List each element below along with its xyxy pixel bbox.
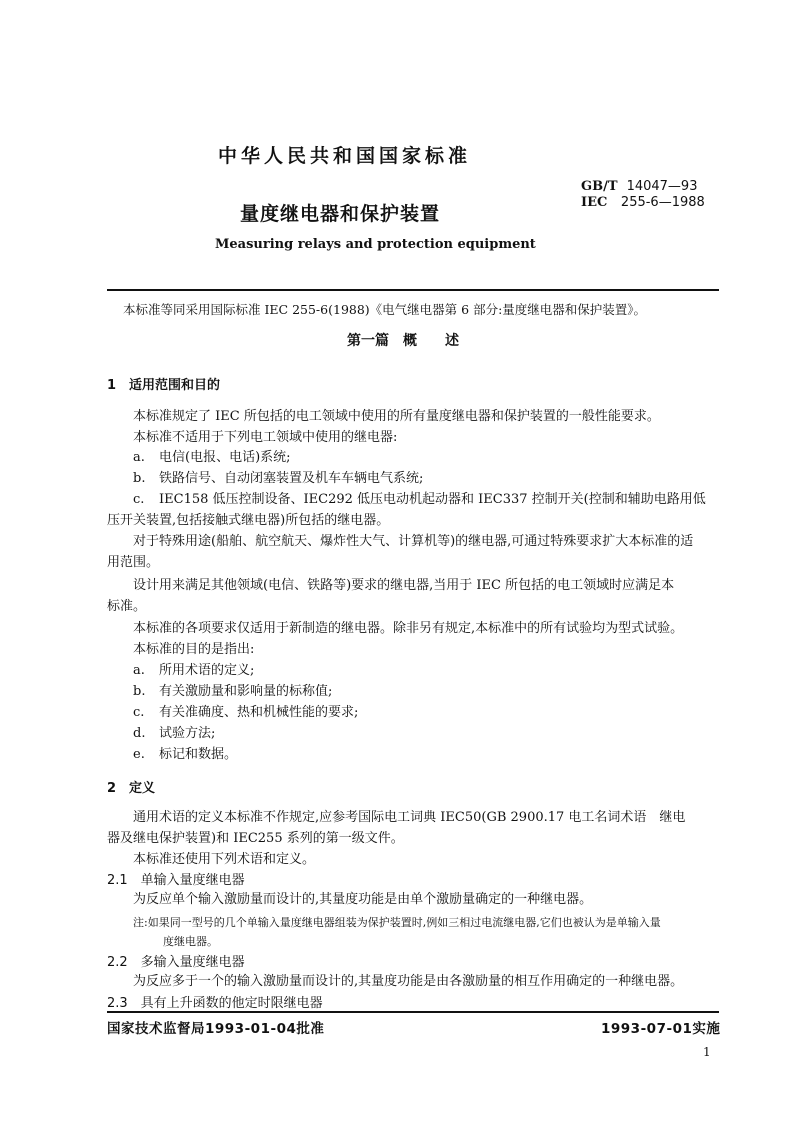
list-text: 所用术语的定义; bbox=[159, 663, 255, 678]
list-label: b. bbox=[133, 471, 146, 486]
section-2-paragraph-1-line-2: 器及继电保护装置)和 IEC255 系列的第一级文件。 bbox=[107, 831, 404, 846]
section-1-heading: 1 适用范围和目的 bbox=[107, 378, 221, 393]
section-2-2-text: 为反应多于一个的输入激励量而设计的,其量度功能是由各激励量的相互作用确定的一种继电器。 bbox=[133, 974, 684, 989]
list-label: d. bbox=[133, 726, 146, 741]
list-item bbox=[107, 703, 719, 724]
list-item bbox=[107, 724, 719, 745]
standard-code-label: GB/T bbox=[581, 179, 618, 194]
list-text: 铁路信号、自动闭塞装置及机车车辆电气系统; bbox=[159, 471, 424, 486]
section-2-1-heading: 2.1 单输入量度继电器 bbox=[107, 873, 245, 888]
page-number: 1 bbox=[703, 1045, 711, 1059]
national-standard-title: 中华人民共和国国家标准 bbox=[218, 145, 472, 167]
section-1-paragraph-4-line-1: 设计用来满足其他领域(电信、铁路等)要求的继电器,当用于 IEC 所包括的电工领域时应满足本 bbox=[133, 578, 675, 593]
list-label: c. bbox=[133, 705, 145, 720]
preface-text: 本标准等同采用国际标准 IEC 255-6(1988)《电气继电器第 6 部分:量度继电器和保护装置》。 bbox=[123, 302, 647, 317]
standard-code-number: 14047—93 bbox=[626, 179, 698, 194]
section-2-1-note-line-1: 注:如果同一型号的几个单输入量度继电器组装为保护装置时,例如三相过电流继电器,它们也被认为是单输入量 bbox=[133, 916, 661, 929]
list-text: 有关准确度、热和机械性能的要求; bbox=[159, 705, 359, 720]
section-2-1-note-line-2: 度继电器。 bbox=[163, 935, 218, 948]
list-label: a. bbox=[133, 450, 145, 465]
part-title: 第一篇 概 述 bbox=[347, 333, 459, 349]
section-2-1-text: 为反应单个输入激励量而设计的,其量度功能是由单个激励量确定的一种继电器。 bbox=[133, 892, 593, 907]
iec-code-number: 255-6—1988 bbox=[620, 195, 705, 210]
section-1-paragraph-4-line-2: 标准。 bbox=[107, 599, 147, 614]
list-item-c-line-1 bbox=[107, 490, 719, 511]
list-item bbox=[107, 682, 719, 703]
section-1-paragraph-6: 本标准的目的是指出: bbox=[133, 642, 255, 657]
list-text: 电信(电报、电话)系统; bbox=[159, 450, 291, 465]
header-divider bbox=[107, 289, 719, 291]
section-2-2-heading: 2.2 多输入量度继电器 bbox=[107, 955, 245, 970]
list-label: c. bbox=[133, 492, 145, 507]
list-label: e. bbox=[133, 747, 145, 762]
standard-code-block bbox=[581, 179, 705, 211]
list-text: 试验方法; bbox=[159, 726, 216, 741]
list-item bbox=[107, 661, 719, 682]
list-text: 标记和数据。 bbox=[159, 747, 238, 762]
section-2-3-heading: 2.3 具有上升函数的他定时限继电器 bbox=[107, 996, 323, 1011]
section-1-paragraph-1: 本标准规定了 IEC 所包括的电工领域中使用的所有量度继电器和保护装置的一般性能要求。 bbox=[133, 409, 660, 424]
section-2-paragraph-1-line-1: 通用术语的定义本标准不作规定,应参考国际电工词典 IEC50(GB 2900.17 电工名词术语 继电 bbox=[133, 810, 686, 825]
approval-date: 国家技术监督局1993-01-04批准 bbox=[107, 1021, 325, 1037]
footer-divider bbox=[107, 1011, 719, 1013]
list-text: 有关激励量和影响量的标称值; bbox=[159, 684, 333, 699]
effective-date: 1993-07-01实施 bbox=[601, 1021, 721, 1037]
section-1-paragraph-5: 本标准的各项要求仅适用于新制造的继电器。除非另有规定,本标准中的所有试验均为型式试验。 bbox=[133, 621, 684, 636]
document-title-cn: 量度继电器和保护装置 bbox=[240, 203, 441, 225]
section-1-paragraph-3-line-1: 对于特殊用途(船舶、航空航天、爆炸性大气、计算机等)的继电器,可通过特殊要求扩大本标准的适 bbox=[133, 534, 694, 549]
document-title-en: Measuring relays and protection equipment bbox=[215, 237, 536, 252]
section-1-paragraph-2: 本标准不适用于下列电工领域中使用的继电器: bbox=[133, 430, 398, 445]
list-text: IEC158 低压控制设备、IEC292 低压电动机起动器和 IEC337 控制开关(控制和辅助电路用低 bbox=[159, 492, 706, 507]
list-label: a. bbox=[133, 663, 145, 678]
list-label: b. bbox=[133, 684, 146, 699]
list-item bbox=[107, 448, 719, 469]
list-item bbox=[107, 469, 719, 490]
section-2-heading: 2 定义 bbox=[107, 781, 156, 796]
section-2-paragraph-2: 本标准还使用下列术语和定义。 bbox=[133, 852, 316, 867]
list-item-c-line-2: 压开关装置,包括接触式继电器)所包括的继电器。 bbox=[107, 513, 390, 528]
section-1-paragraph-3-line-2: 用范围。 bbox=[107, 555, 160, 570]
list-item bbox=[107, 745, 719, 766]
iec-code-label: IEC bbox=[581, 195, 608, 210]
